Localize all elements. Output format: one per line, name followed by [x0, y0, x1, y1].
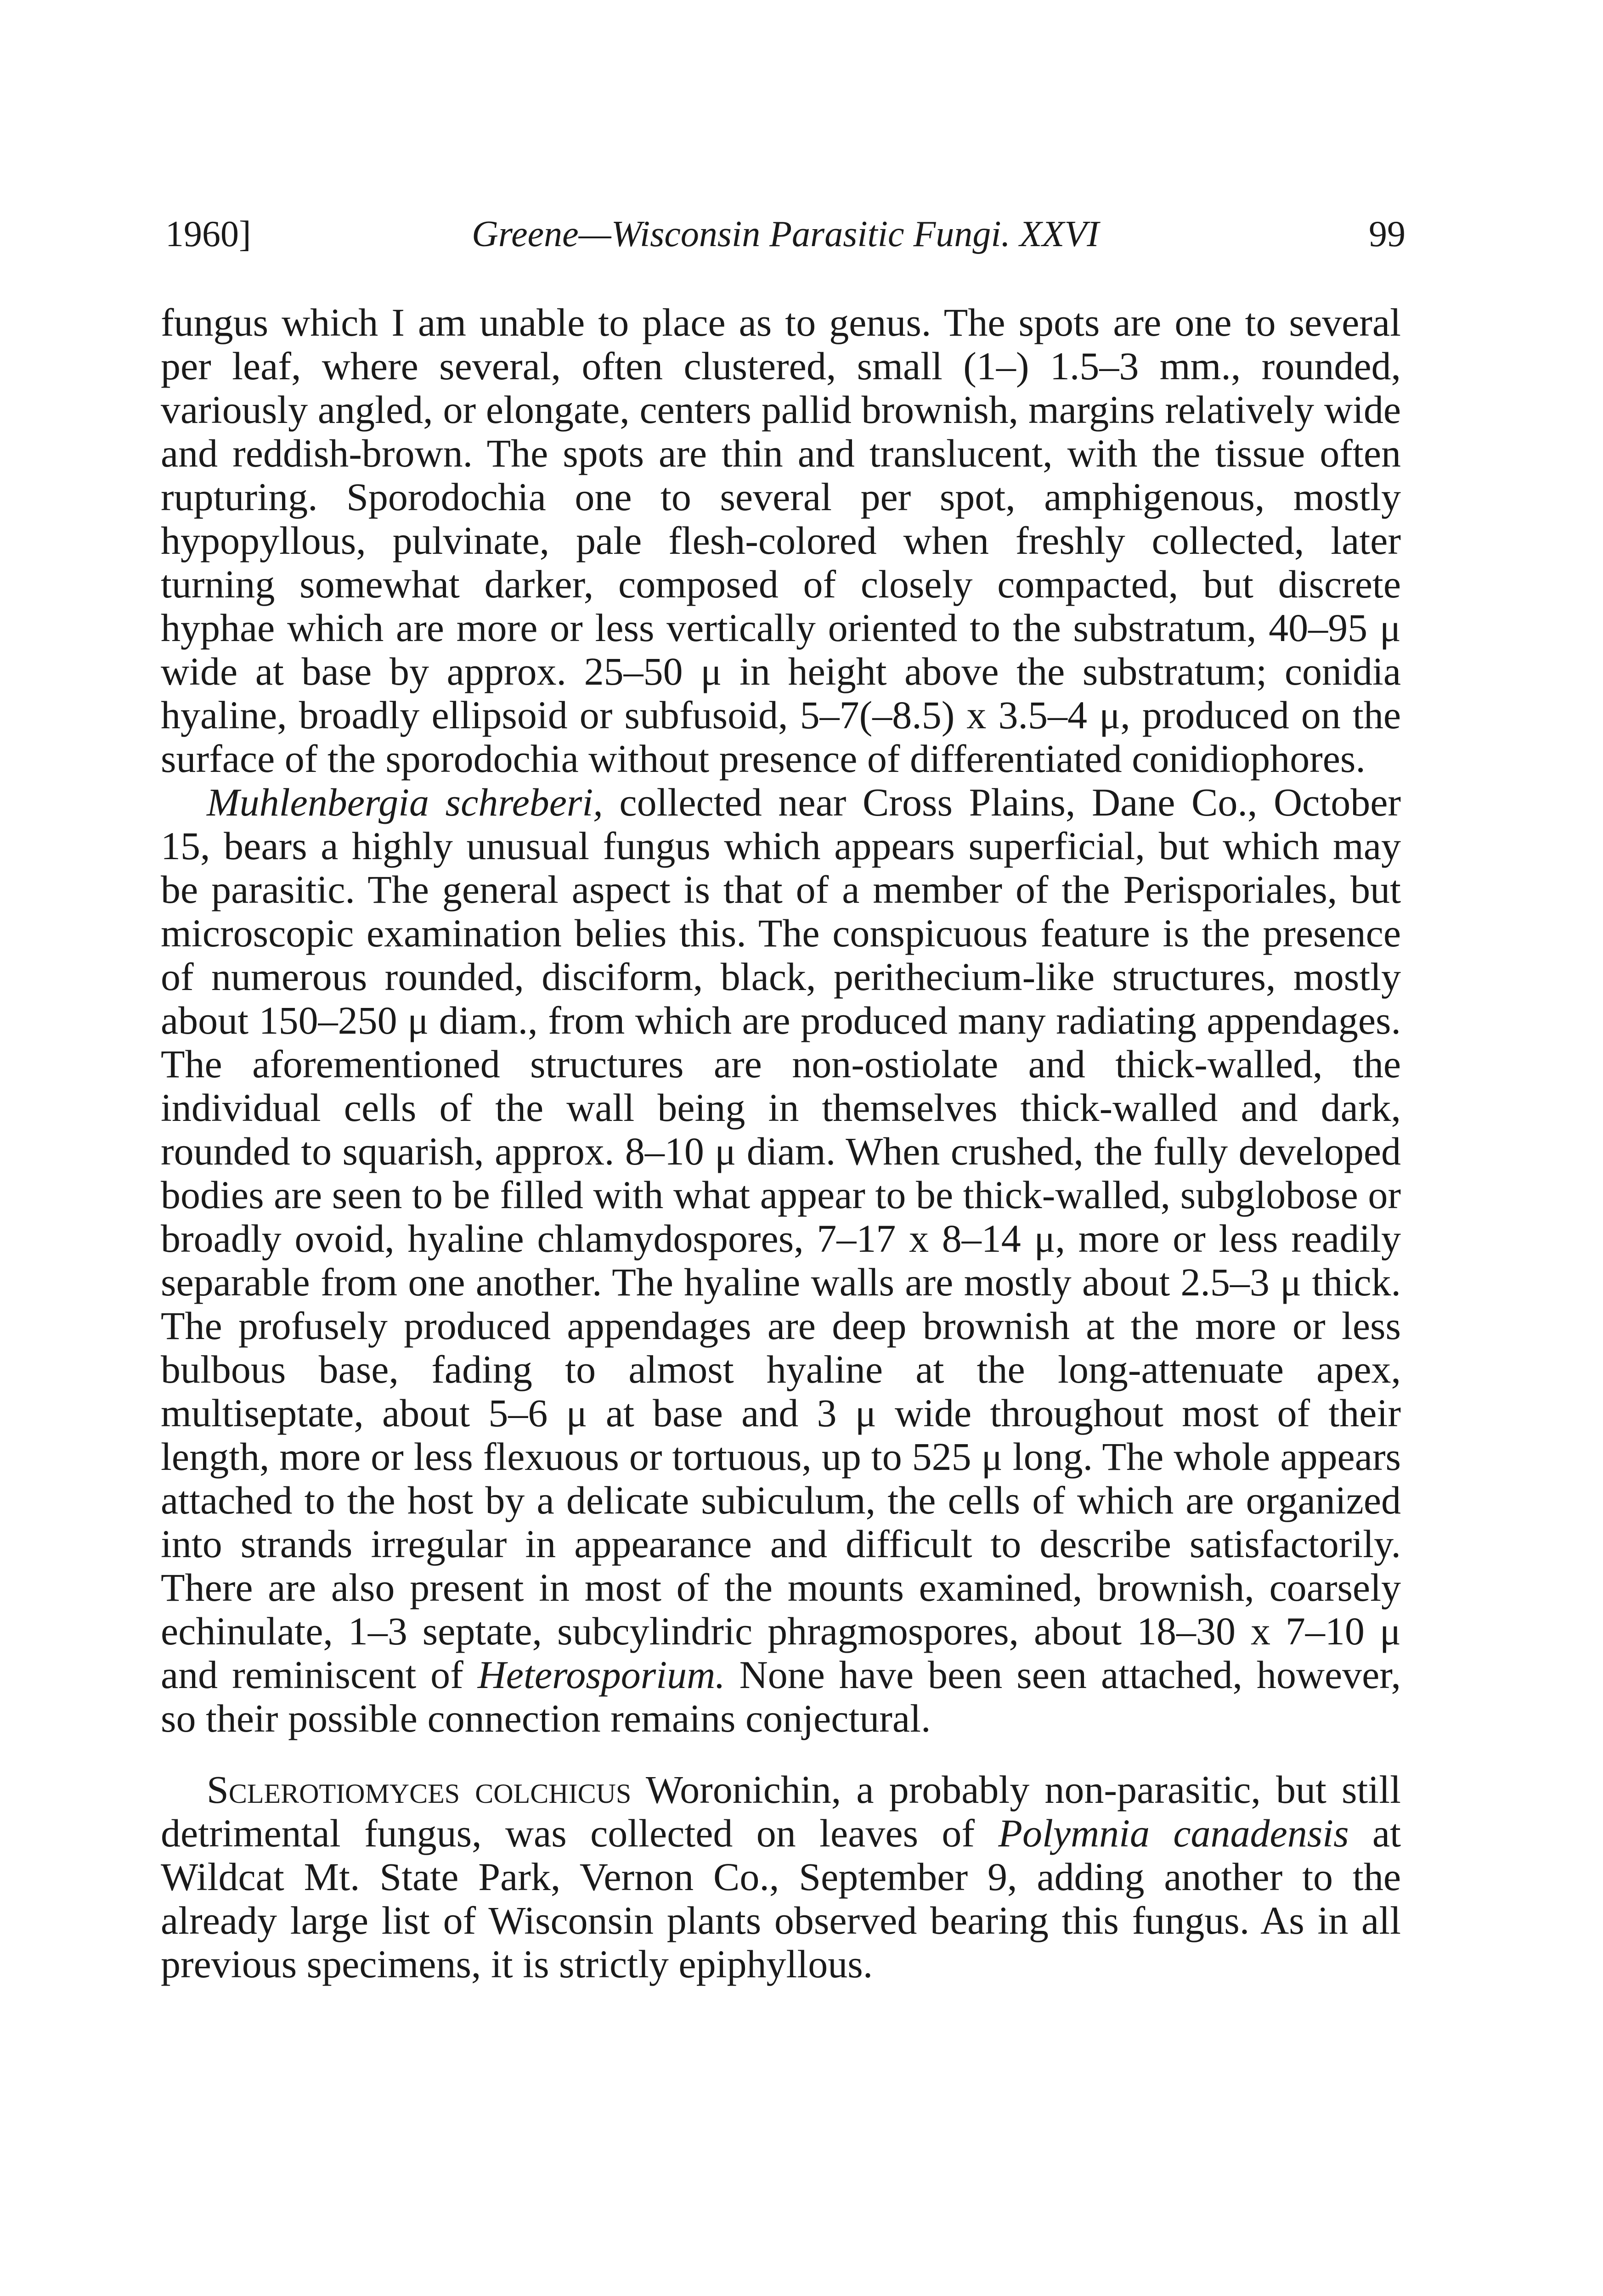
paragraph-1-text: fungus which I am unable to place as to genus. The spots are one to several per leaf, where several, often clustered, small (1–) 1.5–3 mm., rounded, variously angled, or elongate, centers pallid brownish, margins relatively wide and reddish-brown. The spots are thin and translucent, with the tissue often rupturing. Sporodochia one to several per spot, amphigenous, mostly hypopyllous, pulvinate, pale flesh-colored when freshly collected, later turning somewhat darker, composed of closely compacted, but discrete hyphae which are more or less vertically oriented to the substratum, 40–95 μ wide at base by approx. 25–50 μ in height above the substratum; conidia hyaline, broadly ellipsoid or subfusoid, 5–7(–8.5) x 3.5–4 μ, produced on the surface of the sporodochia without presence of differentiated conidiophores.: [161, 300, 1401, 781]
paragraph-3-text-b: at Wildcat Mt. State Park, Vernon Co., September 9, adding another to the already large list of Wisconsin plants observed bearing this fungus. As in all previous specimens, it is strictly epiphyllous.: [161, 1811, 1401, 1986]
host-name-polymnia: Polymnia canadensis: [998, 1811, 1349, 1855]
running-header: [165, 207, 1405, 262]
article-body: [161, 301, 1401, 1986]
paragraph-2: [161, 781, 1401, 1740]
page-number: 99: [1369, 214, 1405, 254]
paragraph-1: [161, 301, 1401, 781]
paragraph-2-text: collected near Cross Plains, Dane Co., October 15, bears a highly unusual fungus which appears superficial, but which may be parasitic. The general aspect is that of a member of the Perisporiales, but microscopic examination belies this. The conspicuous feature is the presence of numerous rounded, disciform, black, perithecium-like structures, mostly about 150–250 μ diam., from which are produced many radiating appendages. The aforementioned structures are non-ostiolate and thick-walled, the individual cells of the wall being in themselves thick-walled and dark, rounded to squarish, approx. 8–10 μ diam. When crushed, the fully developed bodies are seen to be filled with what appear to be thick-walled, subglobose or broadly ovoid, hyaline chlamydospores, 7–17 x 8–14 μ, more or less readily separable from one another. The hyaline walls are mostly about 2.5–3 μ thick. The profusely produced appendages are deep brownish at the more or less bulbous base, fading to almost hyaline at the long-attenuate apex, multiseptate, about 5–6 μ at base and 3 μ wide throughout most of their length, more or less flexuous or tortuous, up to 525 μ long. The whole appears attached to the host by a delicate subiculum, the cells of which are organized into strands irregular in appearance and difficult to describe satisfactorily. There are also present in most of the mounts examined, brownish, coarsely echinulate, 1–3 septate, subcylindric phragmospores, about 18–30 x 7–10 μ and reminiscent of: [161, 780, 1401, 1697]
paragraph-3: [161, 1768, 1401, 1986]
species-name-sclerotiomyces: Sclerotiomyces colchicus: [207, 1767, 632, 1812]
paragraph-2-text-end: None have been seen attached, however, so their possible connection remains conjectural.: [161, 1653, 1401, 1740]
header-title: Greene—Wisconsin Parasitic Fungi. XXVI: [472, 214, 1099, 254]
header-year: 1960]: [165, 214, 251, 254]
paragraph-3-text-a: Woronichin, a probably non-parasitic, but still detrimental fungus, was collected on leaves of: [161, 1767, 1401, 1855]
genus-name-heterosporium: Heterosporium.: [477, 1653, 725, 1697]
species-name-muhlenbergia: Muhlenbergia schreberi,: [207, 780, 603, 824]
